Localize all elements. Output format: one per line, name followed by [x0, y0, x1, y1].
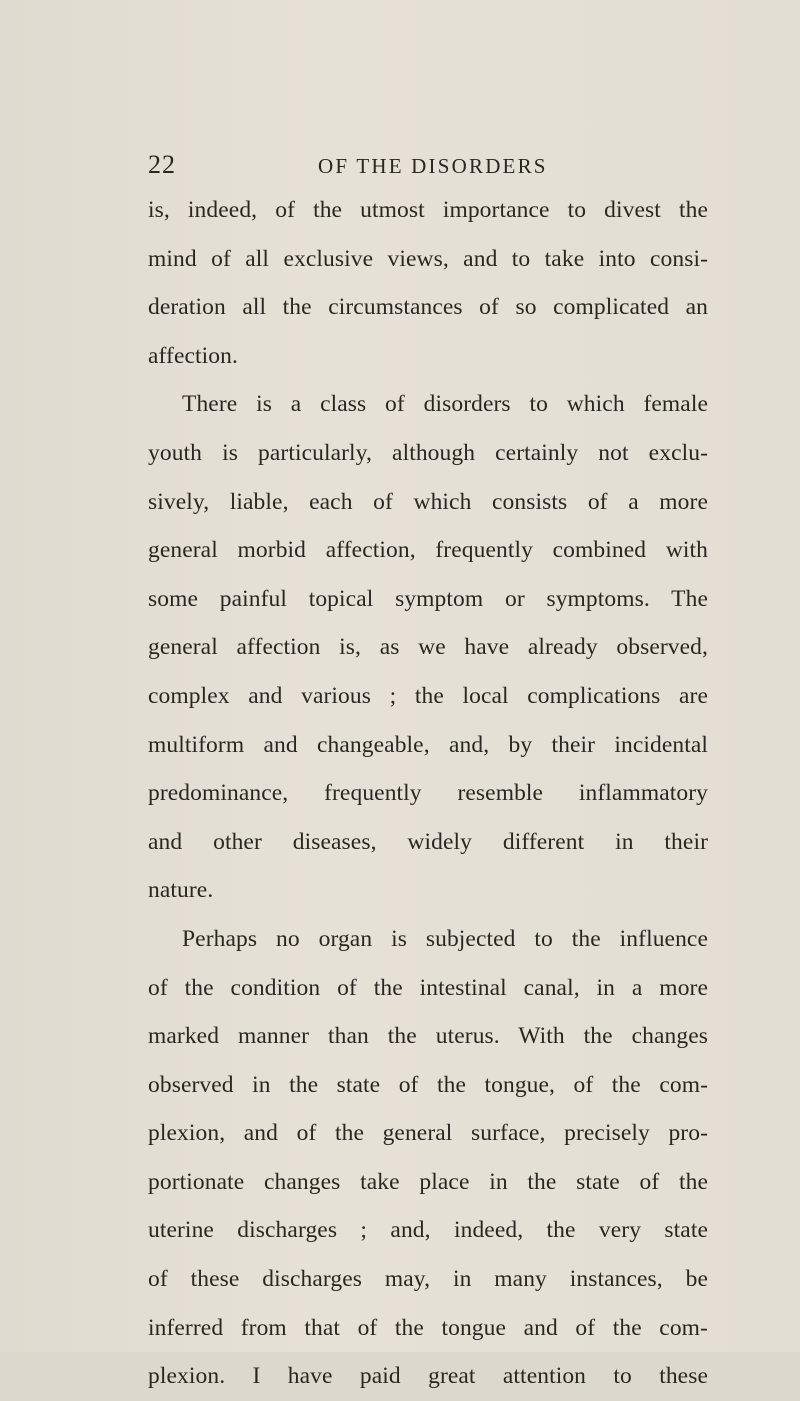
text-line: marked manner than the uterus. With the changes	[148, 1023, 708, 1050]
text-line: youth is particularly, although certainly not exclu-	[148, 439, 708, 466]
text-line: complex and various ; the local complications are	[148, 682, 708, 709]
text-line: nature.	[148, 877, 214, 904]
text-line: uterine discharges ; and, indeed, the very state	[148, 1217, 708, 1244]
text-line: mind of all exclusive views, and to take into consi-	[148, 245, 708, 272]
text-line: portionate changes take place in the state of the	[148, 1168, 708, 1195]
page-header	[148, 150, 708, 190]
text-line: general morbid affection, frequently combined with	[148, 537, 708, 564]
text-line: affection.	[148, 342, 238, 369]
body-text	[148, 186, 708, 1401]
text-line: deration all the circumstances of so complicated an	[148, 294, 708, 321]
paragraph-start-line: Perhaps no organ is subjected to the influence	[182, 925, 708, 952]
text-line: some painful topical symptom or symptoms. The	[148, 585, 708, 612]
text-line: multiform and changeable, and, by their incidental	[148, 731, 708, 758]
text-line: of the condition of the intestinal canal, in a more	[148, 974, 708, 1001]
text-line: inferred from that of the tongue and of the com-	[148, 1314, 708, 1341]
text-line: observed in the state of the tongue, of the com-	[148, 1071, 708, 1098]
page-number: 22	[148, 150, 176, 179]
text-line: and other diseases, widely different in their	[148, 828, 708, 855]
text-line: plexion, and of the general surface, precisely pro-	[148, 1120, 708, 1147]
text-line: plexion. I have paid great attention to these	[148, 1363, 708, 1390]
running-head: OF THE DISORDERS	[318, 154, 548, 178]
text-line: of these discharges may, in many instances, be	[148, 1266, 708, 1293]
paragraph-start-line: There is a class of disorders to which female	[182, 391, 708, 418]
text-line: predominance, frequently resemble inflammatory	[148, 780, 708, 807]
text-line: sively, liable, each of which consists of a more	[148, 488, 708, 515]
text-line: is, indeed, of the utmost importance to divest the	[148, 197, 708, 223]
text-line: general affection is, as we have already observed,	[148, 634, 708, 661]
